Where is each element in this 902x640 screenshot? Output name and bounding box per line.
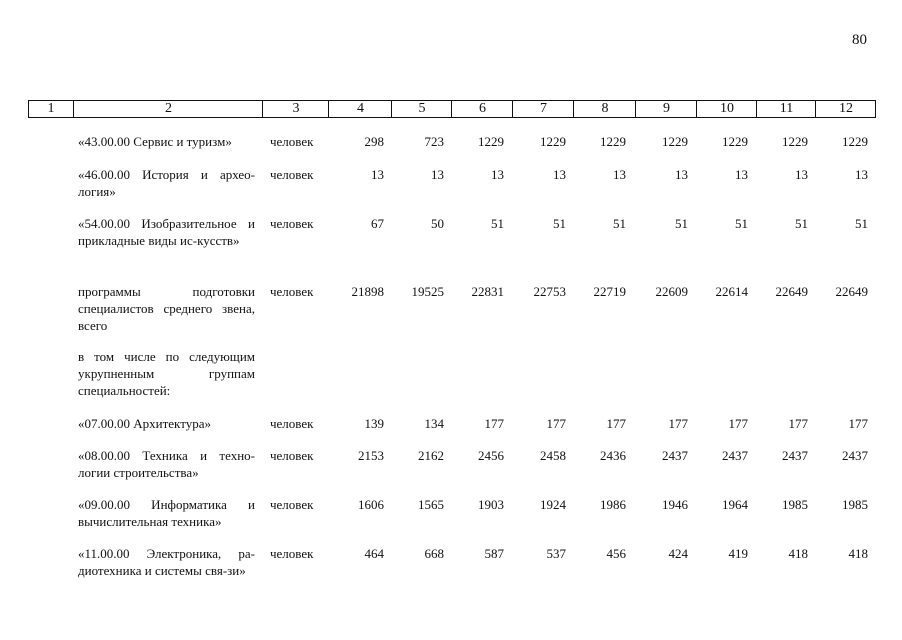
- column-header-8: 8: [573, 101, 636, 117]
- value-cell: 67: [371, 216, 384, 231]
- value-cell: 22753: [533, 284, 566, 299]
- row-label: «43.00.00 Сервис и туризм»: [78, 134, 232, 149]
- value-cell: 2456: [478, 448, 504, 463]
- value-cell: 13: [491, 167, 504, 182]
- value-cell: 51: [795, 216, 808, 231]
- row-unit: человек: [270, 284, 314, 299]
- value-cell: 13: [675, 167, 688, 182]
- value-cell: 177: [668, 416, 688, 431]
- value-cell: 13: [431, 167, 444, 182]
- value-cell: 177: [728, 416, 748, 431]
- table-column-header: [28, 100, 876, 118]
- value-cell: 51: [613, 216, 626, 231]
- value-cell: 2437: [782, 448, 808, 463]
- row-label: «46.00.00 История и архео-логия»: [78, 167, 255, 199]
- value-cell: 2437: [842, 448, 868, 463]
- value-cell: 177: [484, 416, 504, 431]
- value-cell: 50: [431, 216, 444, 231]
- value-cell: 1903: [478, 497, 504, 512]
- value-cell: 537: [546, 546, 566, 561]
- row-label: «11.00.00 Электроника, ра-диотехника и системы свя-зи»: [78, 546, 255, 578]
- value-cell: 1606: [358, 497, 384, 512]
- value-cell: 1946: [662, 497, 688, 512]
- row-label: «08.00.00 Техника и техно-логии строительства»: [78, 448, 255, 480]
- value-cell: 19525: [411, 284, 444, 299]
- value-cell: 1565: [418, 497, 444, 512]
- row-label: программы подготовки специалистов среднего звена, всего: [78, 284, 255, 333]
- value-cell: 723: [424, 134, 444, 149]
- value-cell: 13: [371, 167, 384, 182]
- column-header-4: 4: [328, 101, 392, 117]
- value-cell: 13: [855, 167, 868, 182]
- value-cell: 419: [728, 546, 748, 561]
- column-header-3: 3: [262, 101, 329, 117]
- page-number: 80: [852, 32, 867, 48]
- row-unit: человек: [270, 134, 314, 149]
- value-cell: 51: [855, 216, 868, 231]
- value-cell: 2458: [540, 448, 566, 463]
- value-cell: 1964: [722, 497, 748, 512]
- value-cell: 134: [424, 416, 444, 431]
- row-label: «07.00.00 Архитектура»: [78, 416, 211, 431]
- row-label: «54.00.00 Изобразительное и прикладные виды ис-кусств»: [78, 216, 255, 248]
- value-cell: 22831: [471, 284, 504, 299]
- value-cell: 1986: [600, 497, 626, 512]
- value-cell: 1229: [600, 134, 626, 149]
- column-header-10: 10: [696, 101, 757, 117]
- value-cell: 456: [606, 546, 626, 561]
- value-cell: 51: [675, 216, 688, 231]
- column-header-7: 7: [512, 101, 574, 117]
- value-cell: 177: [606, 416, 626, 431]
- value-cell: 1229: [782, 134, 808, 149]
- value-cell: 13: [735, 167, 748, 182]
- value-cell: 1229: [842, 134, 868, 149]
- value-cell: 177: [848, 416, 868, 431]
- row-unit: человек: [270, 448, 314, 463]
- value-cell: 587: [484, 546, 504, 561]
- value-cell: 2437: [662, 448, 688, 463]
- value-cell: 1924: [540, 497, 566, 512]
- value-cell: 1229: [662, 134, 688, 149]
- value-cell: 51: [735, 216, 748, 231]
- value-cell: 1229: [540, 134, 566, 149]
- value-cell: 2437: [722, 448, 748, 463]
- value-cell: 418: [848, 546, 868, 561]
- value-cell: 424: [668, 546, 688, 561]
- value-cell: 51: [553, 216, 566, 231]
- value-cell: 22719: [593, 284, 626, 299]
- column-header-2: 2: [73, 101, 263, 117]
- value-cell: 1229: [722, 134, 748, 149]
- value-cell: 13: [613, 167, 626, 182]
- value-cell: 13: [795, 167, 808, 182]
- value-cell: 1229: [478, 134, 504, 149]
- row-label: «09.00.00 Информатика и вычислительная техника»: [78, 497, 255, 529]
- column-header-5: 5: [391, 101, 452, 117]
- value-cell: 22609: [655, 284, 688, 299]
- column-header-6: 6: [451, 101, 513, 117]
- value-cell: 177: [788, 416, 808, 431]
- column-header-1: 1: [47, 101, 55, 116]
- value-cell: 51: [491, 216, 504, 231]
- value-cell: 418: [788, 546, 808, 561]
- value-cell: 1985: [842, 497, 868, 512]
- row-unit: человек: [270, 546, 314, 561]
- value-cell: 139: [364, 416, 384, 431]
- value-cell: 22649: [835, 284, 868, 299]
- value-cell: 464: [364, 546, 384, 561]
- value-cell: 177: [546, 416, 566, 431]
- value-cell: 22614: [715, 284, 748, 299]
- row-unit: человек: [270, 216, 314, 231]
- value-cell: 21898: [351, 284, 384, 299]
- column-header-12: 12: [815, 101, 876, 117]
- row-label: в том числе по следующим укрупненным группам специальностей:: [78, 349, 255, 398]
- column-header-11: 11: [756, 101, 816, 117]
- row-unit: человек: [270, 497, 314, 512]
- column-header-9: 9: [635, 101, 697, 117]
- value-cell: 2436: [600, 448, 626, 463]
- row-unit: человек: [270, 416, 314, 431]
- row-unit: человек: [270, 167, 314, 182]
- value-cell: 13: [553, 167, 566, 182]
- value-cell: 2162: [418, 448, 444, 463]
- value-cell: 1985: [782, 497, 808, 512]
- value-cell: 298: [364, 134, 384, 149]
- value-cell: 668: [424, 546, 444, 561]
- value-cell: 2153: [358, 448, 384, 463]
- value-cell: 22649: [775, 284, 808, 299]
